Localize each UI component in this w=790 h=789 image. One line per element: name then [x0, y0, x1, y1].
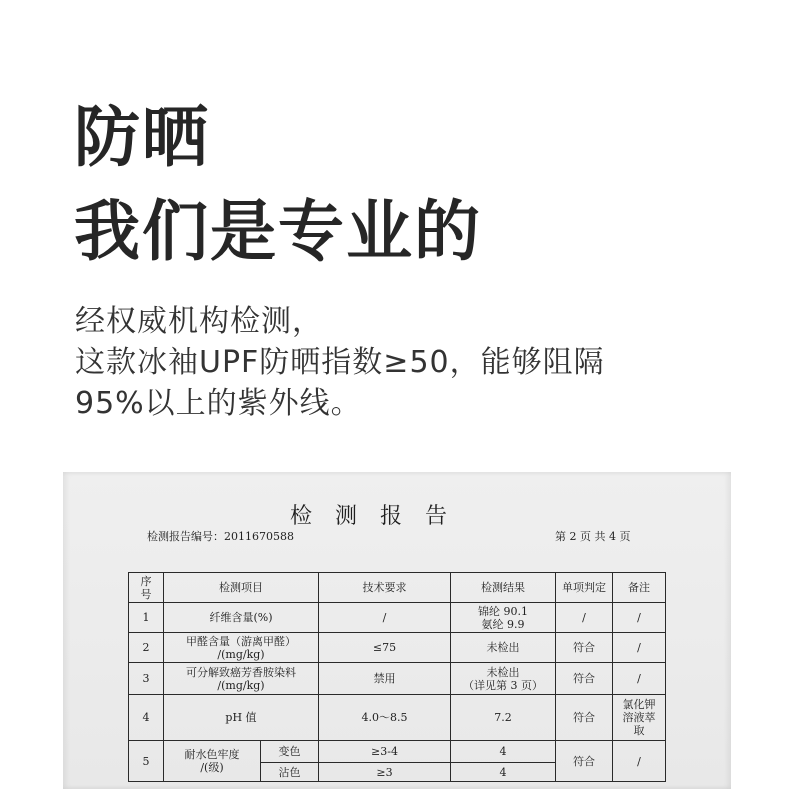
cell-result: 未检出 — [451, 633, 556, 663]
table-row — [129, 695, 666, 741]
cell-judgement: 符合 — [556, 741, 613, 782]
cell-remark: / — [613, 603, 666, 633]
report-title: 检 测 报 告 — [290, 504, 455, 529]
cell-item: 可分解致癌芳香胺染料 /(mg/kg) — [164, 663, 319, 695]
cell-sub-item: 变色 — [261, 741, 319, 763]
cell-judgement: / — [556, 603, 613, 633]
table-row — [129, 633, 666, 663]
cell-no: 3 — [129, 663, 164, 695]
report-table — [128, 572, 666, 782]
cell-no: 1 — [129, 603, 164, 633]
cell-remark: 氯化钾 溶液萃 取 — [613, 695, 666, 741]
header-result: 检测结果 — [451, 573, 556, 603]
headline-line-1: 防晒 — [74, 99, 210, 176]
headline-line-2: 我们是专业的 — [74, 193, 482, 270]
cell-requirement: / — [319, 603, 451, 633]
cell-result: 未检出 （详见第 3 页） — [451, 663, 556, 695]
description-line-2: 这款冰袖UPF防晒指数≥50，能够阻隔 — [75, 345, 605, 380]
cell-no: 2 — [129, 633, 164, 663]
table-header-row — [129, 573, 666, 603]
cell-result: 锦纶 90.1 氨纶 9.9 — [451, 603, 556, 633]
header-judgement: 单项判定 — [556, 573, 613, 603]
description-line-1: 经权威机构检测， — [75, 304, 323, 339]
cell-requirement: 4.0～8.5 — [319, 695, 451, 741]
test-report-document — [63, 472, 731, 789]
cell-result: 7.2 — [451, 695, 556, 741]
cell-remark: / — [613, 633, 666, 663]
header-item: 检测项目 — [164, 573, 319, 603]
cell-item: pH 值 — [164, 695, 319, 741]
header-requirement: 技术要求 — [319, 573, 451, 603]
cell-judgement: 符合 — [556, 695, 613, 741]
table-row — [129, 663, 666, 695]
cell-remark: / — [613, 741, 666, 782]
cell-judgement: 符合 — [556, 663, 613, 695]
cell-no: 5 — [129, 741, 164, 782]
cell-item: 纤维含量(%) — [164, 603, 319, 633]
header-remark: 备注 — [613, 573, 666, 603]
table-row — [129, 603, 666, 633]
cell-requirement: 禁用 — [319, 663, 451, 695]
cell-item: 耐水色牢度 /(级) — [164, 741, 261, 782]
cell-judgement: 符合 — [556, 633, 613, 663]
cell-requirement: ≤75 — [319, 633, 451, 663]
cell-no: 4 — [129, 695, 164, 741]
description — [75, 301, 605, 424]
table-row — [129, 741, 666, 763]
cell-requirement: ≥3-4 — [319, 741, 451, 763]
description-line-3: 95%以上的紫外线。 — [75, 386, 362, 421]
header-no: 序 号 — [129, 573, 164, 603]
cell-sub-item: 沾色 — [261, 763, 319, 782]
report-page-info: 第 2 页 共 4 页 — [555, 530, 631, 543]
report-number: 检测报告编号：2011670588 — [147, 530, 294, 543]
cell-item: 甲醛含量（游离甲醛） /(mg/kg) — [164, 633, 319, 663]
cell-result: 4 — [451, 741, 556, 763]
cell-requirement: ≥3 — [319, 763, 451, 782]
cell-remark: / — [613, 663, 666, 695]
cell-result: 4 — [451, 763, 556, 782]
headline — [74, 91, 482, 279]
